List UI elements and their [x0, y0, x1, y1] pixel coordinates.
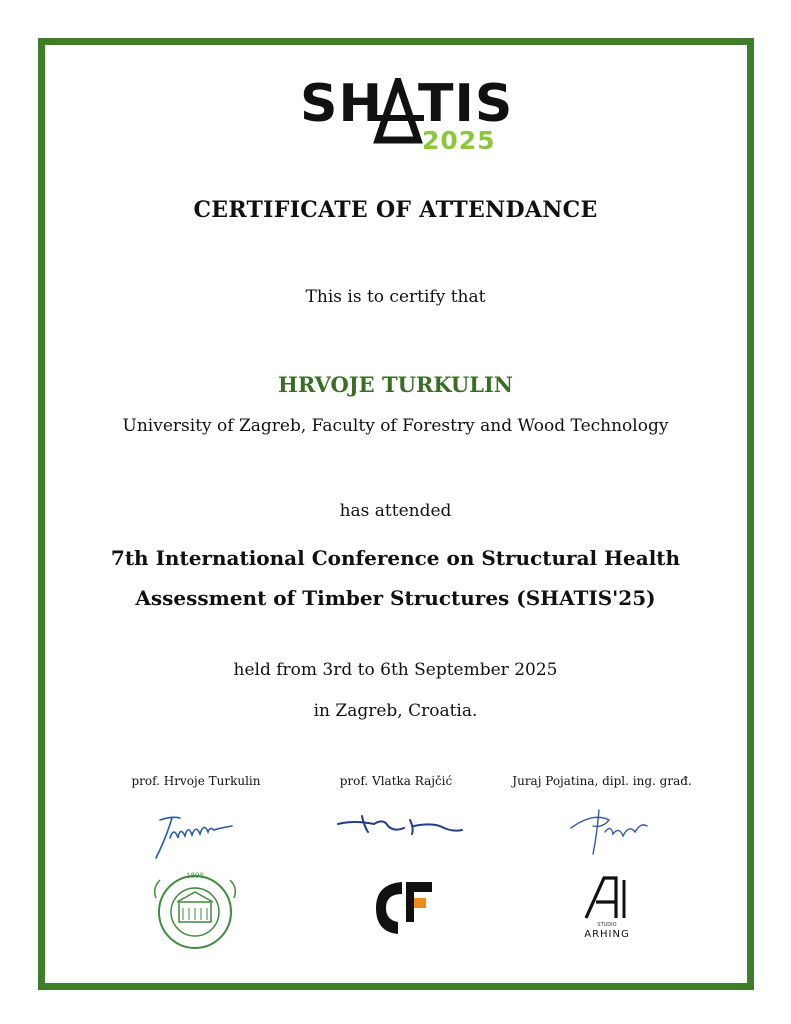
signature-2: [334, 812, 466, 842]
recipient-affiliation: University of Zagreb, Faculty of Forestry and Wood Technology: [122, 416, 669, 436]
signature-3: [563, 804, 653, 862]
attended-line: has attended: [339, 501, 452, 521]
cf-emblem: [372, 876, 436, 940]
held-place: in Zagreb, Croatia.: [313, 701, 478, 721]
logo-text-left: SH: [300, 74, 383, 134]
certificate-title: CERTIFICATE OF ATTENDANCE: [193, 197, 598, 223]
faculty-seal-emblem: [150, 868, 240, 952]
signatory-name-3: Juraj Pojatina, dipl. ing. građ.: [512, 774, 692, 788]
logo-year: 2025: [422, 126, 496, 155]
arhing-emblem: [572, 872, 642, 946]
arhing-studio-label: STUDIO: [597, 922, 617, 928]
signatory-name-1: prof. Hrvoje Turkulin: [131, 774, 261, 788]
recipient-name: HRVOJE TURKULIN: [277, 372, 513, 397]
logo-a-triangle-icon: [372, 78, 424, 144]
conference-line-1: 7th International Conference on Structural Health: [110, 546, 681, 570]
seal-year: 1898: [186, 872, 204, 880]
arhing-a-icon: [572, 872, 642, 922]
signature-1: [150, 808, 240, 863]
held-dates: held from 3rd to 6th September 2025: [233, 660, 558, 680]
arhing-name: ARHING: [584, 929, 630, 940]
conference-line-2: Assessment of Timber Structures (SHATIS'25): [135, 586, 656, 610]
logo-text-right: TIS: [418, 74, 514, 134]
conference-title: [0, 538, 791, 618]
certify-line: This is to certify that: [305, 287, 486, 307]
shatis-logo: [300, 74, 514, 156]
signatory-name-2: prof. Vlatka Rajčić: [339, 774, 453, 788]
